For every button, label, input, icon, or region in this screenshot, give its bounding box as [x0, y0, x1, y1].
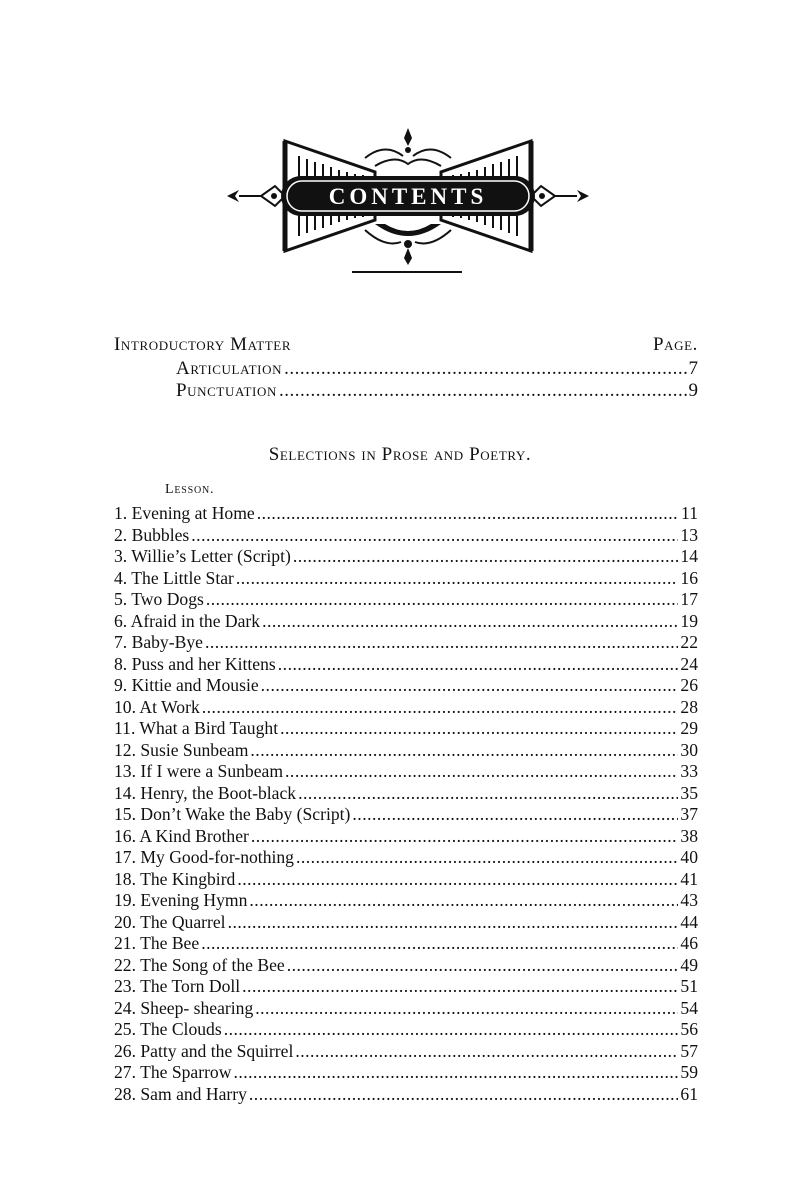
toc-entry-label: 9. Kittie and Mousie	[114, 675, 259, 695]
dot-leader	[233, 1062, 678, 1084]
toc-entry-label: 23. The Torn Doll	[114, 976, 241, 996]
toc-entry-page: 56	[680, 1019, 698, 1039]
toc-entry	[114, 589, 698, 611]
toc-entry-page: 19	[680, 610, 698, 631]
toc-entry-label: Punctuation	[176, 379, 277, 401]
toc-entry-page: 51	[680, 976, 698, 996]
dot-leader	[206, 589, 679, 611]
dot-leader	[352, 804, 678, 826]
toc-entry-label: 24. Sheep- shearing	[114, 997, 254, 1018]
toc-entry-page: 30	[680, 739, 698, 760]
dot-leader	[251, 826, 679, 848]
toc-entry-page: 11	[681, 503, 698, 523]
dot-leader	[278, 654, 679, 676]
ornament-right-arrow	[531, 186, 589, 206]
toc-entry-page: 29	[680, 718, 698, 738]
toc-entry	[114, 632, 698, 654]
toc-entry	[114, 783, 698, 805]
toc-entry-label: 26. Patty and the Squirrel	[114, 1040, 294, 1061]
toc-entry-page: 14	[680, 546, 698, 566]
toc-entry-label: 18. The Kingbird	[114, 868, 236, 889]
toc-entry-page: 57	[680, 1040, 698, 1061]
introductory-heading: Introductory Matter	[114, 334, 292, 355]
toc-entry-label: 13. If I were a Sunbeam	[114, 761, 284, 781]
dot-leader	[249, 890, 678, 912]
toc-entry-label: 4. The Little Star	[114, 567, 234, 588]
toc-entry	[114, 804, 698, 826]
toc-entry-label: 11. What a Bird Taught	[114, 718, 279, 738]
dot-leader	[242, 976, 678, 998]
dot-leader	[236, 568, 679, 590]
toc-entry	[114, 869, 698, 891]
toc-entry-label: 20. The Quarrel	[114, 911, 226, 932]
contents-ornament	[225, 126, 591, 266]
toc-entry-page: 26	[680, 675, 698, 695]
toc-entry-page: 46	[680, 933, 698, 953]
toc-entry-label: Articulation	[176, 358, 283, 379]
toc-entry-page: 13	[680, 524, 698, 545]
dot-leader	[201, 933, 678, 955]
ornament-top-finial	[404, 128, 412, 153]
toc-entry	[114, 1062, 698, 1084]
toc-entry	[114, 740, 698, 762]
toc-entry	[114, 912, 698, 934]
toc-entry-page: 16	[680, 567, 698, 588]
dot-leader	[298, 783, 678, 805]
dot-leader	[296, 847, 678, 869]
toc-entry-page: 28	[680, 696, 698, 717]
toc-entry-page: 44	[680, 911, 698, 932]
ornament-banner	[281, 176, 535, 216]
toc-entry-label: 12. Susie Sunbeam	[114, 739, 249, 760]
toc-entry-label: 25. The Clouds	[114, 1019, 222, 1039]
toc-entry-page: 43	[680, 890, 698, 910]
toc-entry-label: 21. The Bee	[114, 933, 200, 953]
toc-entry	[114, 503, 698, 525]
toc-entry-punctuation	[176, 380, 698, 402]
toc-entry	[114, 933, 698, 955]
title-rule	[352, 271, 462, 273]
dot-leader	[293, 546, 679, 568]
toc-entry-page: 24	[680, 653, 698, 674]
dot-leader	[249, 1084, 679, 1106]
contents-title: CONTENTS	[328, 184, 488, 209]
dot-leader	[228, 912, 679, 934]
lessons-list	[114, 503, 698, 1105]
toc-entry-label: 2. Bubbles	[114, 524, 190, 545]
dot-leader	[280, 718, 678, 740]
toc-entry	[114, 1084, 698, 1106]
toc-entry-label: 6. Afraid in the Dark	[114, 610, 261, 631]
dot-leader	[191, 525, 678, 547]
dot-leader	[261, 675, 679, 697]
toc-entry-label: 14. Henry, the Boot-black	[114, 782, 297, 803]
dot-leader	[255, 998, 678, 1020]
toc-entry-label: 15. Don’t Wake the Baby (Script)	[114, 804, 351, 824]
toc-entry	[114, 761, 698, 783]
toc-entry	[114, 697, 698, 719]
dot-leader	[202, 697, 679, 719]
toc-entry	[114, 976, 698, 998]
toc-entry-page: 59	[680, 1062, 698, 1082]
toc-entry	[114, 568, 698, 590]
toc-entry	[114, 718, 698, 740]
toc-entry-label: 22. The Song of the Bee	[114, 954, 285, 975]
dot-leader	[295, 1041, 678, 1063]
toc-entry	[114, 1041, 698, 1063]
toc-entry-page: 9	[688, 379, 698, 401]
dot-leader	[224, 1019, 679, 1041]
toc-entry	[114, 675, 698, 697]
toc-entry-label: 17. My Good-for-nothing	[114, 847, 294, 867]
toc-entry-page: 40	[680, 847, 698, 867]
toc-entry	[114, 847, 698, 869]
toc-entry-label: 8. Puss and her Kittens	[114, 653, 276, 674]
toc-entry	[114, 546, 698, 568]
toc-entry-page: 35	[680, 782, 698, 803]
page-column-label: Page.	[652, 334, 698, 355]
toc-entry-page: 17	[680, 589, 698, 609]
toc-entry-page: 7	[688, 358, 698, 379]
toc-entry	[114, 955, 698, 977]
ornament-left-arrow	[227, 186, 285, 206]
dot-leader	[205, 632, 678, 654]
toc-entry-page: 37	[680, 804, 698, 824]
introductory-heading-row	[114, 334, 698, 360]
dot-leader	[237, 869, 678, 891]
toc-entry-articulation	[176, 358, 698, 380]
toc-entry-label: 10. At Work	[114, 696, 200, 717]
dot-leader	[262, 611, 678, 633]
toc-entry	[114, 611, 698, 633]
toc-entry-label: 28. Sam and Harry	[114, 1083, 247, 1104]
dot-leader	[287, 955, 679, 977]
toc-entry-page: 61	[680, 1083, 698, 1104]
toc-entry-label: 16. A Kind Brother	[114, 825, 249, 846]
toc-entry-page: 49	[680, 954, 698, 975]
dot-leader	[257, 503, 679, 525]
toc-entry-label: 3. Willie’s Letter (Script)	[114, 546, 291, 566]
toc-entry	[114, 890, 698, 912]
dot-leader	[279, 380, 687, 402]
toc-entry	[114, 525, 698, 547]
toc-entry	[114, 1019, 698, 1041]
toc-entry-page: 22	[680, 632, 698, 652]
toc-entry-label: 27. The Sparrow	[114, 1062, 232, 1082]
selections-heading: Selections in Prose and Poetry.	[268, 444, 532, 465]
toc-entry	[114, 998, 698, 1020]
toc-entry-page: 38	[680, 825, 698, 846]
toc-entry-page: 41	[680, 868, 698, 889]
lesson-column-label: Lesson.	[165, 482, 215, 497]
toc-entry	[114, 826, 698, 848]
dot-leader	[250, 740, 678, 762]
toc-entry-label: 7. Baby-Bye	[114, 632, 203, 652]
toc-entry	[114, 654, 698, 676]
toc-entry-page: 33	[680, 761, 698, 781]
ornament-bottom-pendant	[365, 224, 451, 265]
introductory-list	[176, 358, 698, 401]
dot-leader	[285, 761, 678, 783]
toc-entry-label: 1. Evening at Home	[114, 503, 255, 523]
toc-entry-page: 54	[680, 997, 698, 1018]
toc-entry-label: 5. Two Dogs	[114, 589, 204, 609]
toc-entry-label: 19. Evening Hymn	[114, 890, 248, 910]
dot-leader	[284, 358, 686, 380]
